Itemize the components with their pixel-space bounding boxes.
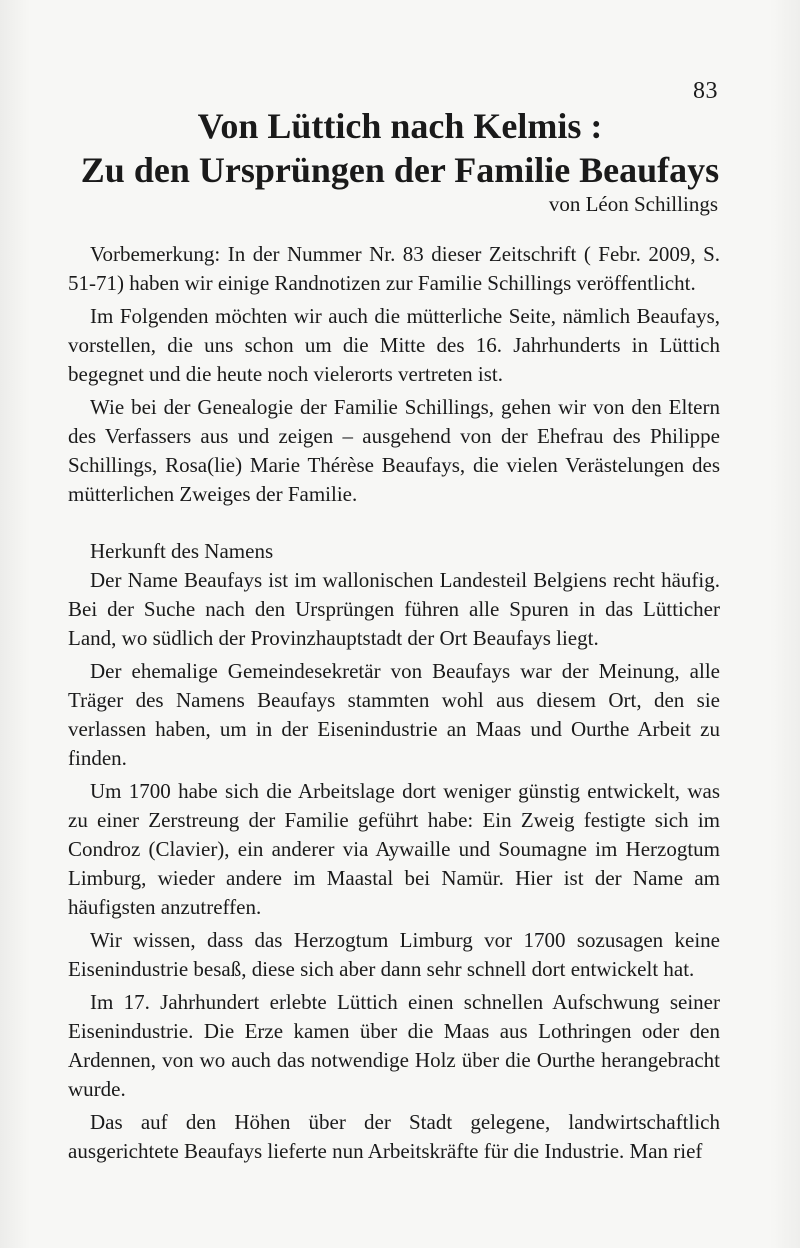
- paragraph: Wir wissen, dass das Herzogtum Limburg vor 1700 sozusagen keine Eisenindustrie besaß, diese sich aber dann sehr schnell dort entwickelt hat.: [68, 928, 720, 981]
- article-title-line-1: Von Lüttich nach Kelmis :: [197, 106, 603, 146]
- paragraph-preface: Vorbemerkung: In der Nummer Nr. 83 dieser Zeitschrift ( Febr. 2009, S. 51-71) haben wir einige Randnotizen zur Familie Schillings veröffentlicht.: [68, 242, 720, 295]
- paragraph: Um 1700 habe sich die Arbeitslage dort weniger günstig entwickelt, was zu einer Zerstreung der Familie geführt habe: Ein Zweig festigte sich im Condroz (Clavier), ein anderer via Aywaille und Soumagne im Herzogtum Limburg, wieder andere im Maastal bei Namür. Hier ist der Name am häufigsten anzutreffen.: [68, 779, 720, 919]
- page-number: 83: [693, 78, 718, 104]
- paragraph: Wie bei der Genealogie der Familie Schillings, gehen wir von den Eltern des Verfassers aus und zeigen – ausgehend von der Ehefrau des Philippe Schillings, Rosa(lie) Marie Thérèse Beaufays, die vielen Verästelungen des mütterlichen Zweiges der Familie.: [68, 395, 720, 506]
- paragraph: Im 17. Jahrhundert erlebte Lüttich einen schnellen Aufschwung seiner Eisenindustrie. Die Erze kamen über die Maas aus Lothringen oder den Ardennen, von wo auch das notwendige Holz über die Ourthe herangebracht wurde.: [68, 990, 720, 1101]
- paragraph: Der ehemalige Gemeindesekretär von Beaufays war der Meinung, alle Träger des Namens Beaufays stammten wohl aus diesem Ort, den sie verlassen haben, um in der Eisenindustrie an Maas und Ourthe Arbeit zu finden.: [68, 659, 720, 770]
- paragraph: Im Folgenden möchten wir auch die mütterliche Seite, nämlich Beaufays, vorstellen, die uns schon um die Mitte des 16. Jahrhunderts in Lüttich begegnet und die heute noch vielerorts vertreten ist.: [68, 304, 720, 386]
- article-author: von Léon Schillings: [548, 192, 718, 216]
- paragraph: Das auf den Höhen über der Stadt gelegene, landwirtschaftlich ausgerichtete Beaufays lieferte nun Arbeitskräfte für die Industrie. Man rief: [68, 1110, 720, 1163]
- article-body: [68, 240, 720, 1170]
- article-title-line-2: Zu den Ursprüngen der Familie Beaufays: [80, 150, 720, 190]
- section-heading: Herkunft des Namens: [90, 539, 274, 563]
- paragraph: Der Name Beaufays ist im wallonischen Landesteil Belgiens recht häufig. Bei der Suche nach den Ursprüngen führen alle Spuren in das Lütticher Land, wo südlich der Provinzhauptstadt der Ort Beaufays liegt.: [68, 568, 720, 650]
